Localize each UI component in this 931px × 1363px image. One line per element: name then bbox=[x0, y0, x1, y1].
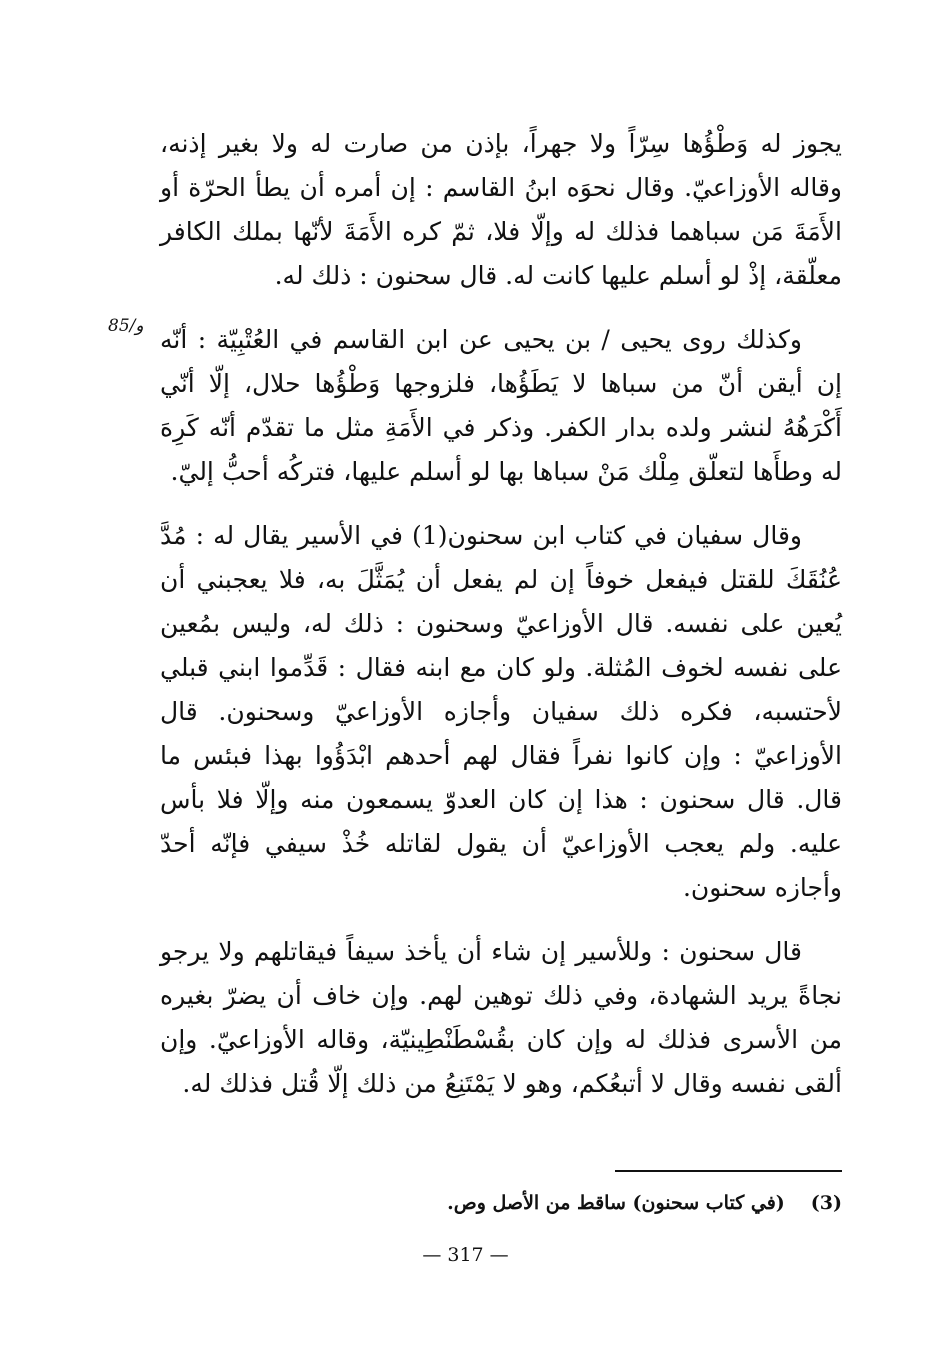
main-text-block bbox=[160, 122, 842, 1126]
footnote bbox=[400, 1192, 842, 1214]
paragraph: قال سحنون : وللأسير إن شاء أن يأخذ سيفاً فيقاتلهم ولا يرجو نجاةً يريد الشهادة، وفي ذلك توهين لهم. وإن خاف أن يضرّ بغيره من الأسرى فذلك له وإن كان بقُسْطَنْطِينيّة، وقاله الأوزاعيّ. وإن ألقى نفسه وقال لا أتبعُكم، وهو لا يَمْتَنِعُ من ذلك إلّا قُتل فذلك له. bbox=[160, 937, 842, 1098]
paragraph: وقال سفيان في كتاب ابن سحنون(1) في الأسير يقال له : مُدَّ عُنُقَكَ للقتل فيفعل خوفاً إن لم يفعل أن يُمَثَّلَ به، فلا يعجبني أن يُعين على نفسه. قال الأوزاعيّ وسحنون : ذلك له، وليس بمُعين على نفسه لخوف المُثلة. ولو كان مع ابنه فقال : قَدِّموا ابني قبلي لأحتسبه، فكره ذلك سفيان وأجازه الأوزاعيّ وسحنون. قال الأوزاعيّ : وإن كانوا نفراً فقال لهم أحدهم ابْدَؤُوا بهذا فبئس ما قال. قال سحنون : هذا إن كان العدوّ يسمعون منه وإلّا فلا بأس عليه. ولم يعجب الأوزاعيّ أن يقول لقاتله خُذْ سيفي فإنّه أحدّ وأجازه سحنون. bbox=[160, 521, 842, 902]
paragraph: يجوز له وَطْؤُها سِرّاً ولا جهراً، بإذن من صارت له ولا بغير إذنه، وقاله الأوزاعيّ. وقال نحوَه ابنُ القاسم : إن أمره أن يطأ الحرّة أو الأَمَةَ مَن سباهما فذلك له وإلّا فلا، ثمّ كره الأَمَةَ لأنّها بملك الكافر معلّقة، إذْ لو أسلم عليها كانت له. قال سحنون : ذلك له. bbox=[160, 129, 842, 290]
manuscript-folio-note: 85/و bbox=[108, 316, 144, 336]
page-number: — 317 — bbox=[422, 1244, 509, 1266]
paragraph: وكذلك روى يحيى / بن يحيى عن ابن القاسم في العُتْبِيّة : أنّه إن أيقن أنّ من سباها لا يَطَؤُها، فلزوجها وَطْؤُها حلال، إلّا أنّي أَكْرَهُهُ لنشر ولده بدار الكفر. وذكر في الأَمَةِ مثل ما تقدّم أنّه كَرِهَ له وطأَها لتعلّق مِلْك مَنْ سباها بها لو أسلم عليها، فتركُه أحبُّ إليّ. bbox=[160, 325, 842, 486]
footnote-separator bbox=[615, 1170, 842, 1172]
footnote-text: (في كتاب سحنون) ساقط من الأصل وص. bbox=[447, 1192, 785, 1214]
footnote-number: (3) bbox=[810, 1192, 842, 1214]
